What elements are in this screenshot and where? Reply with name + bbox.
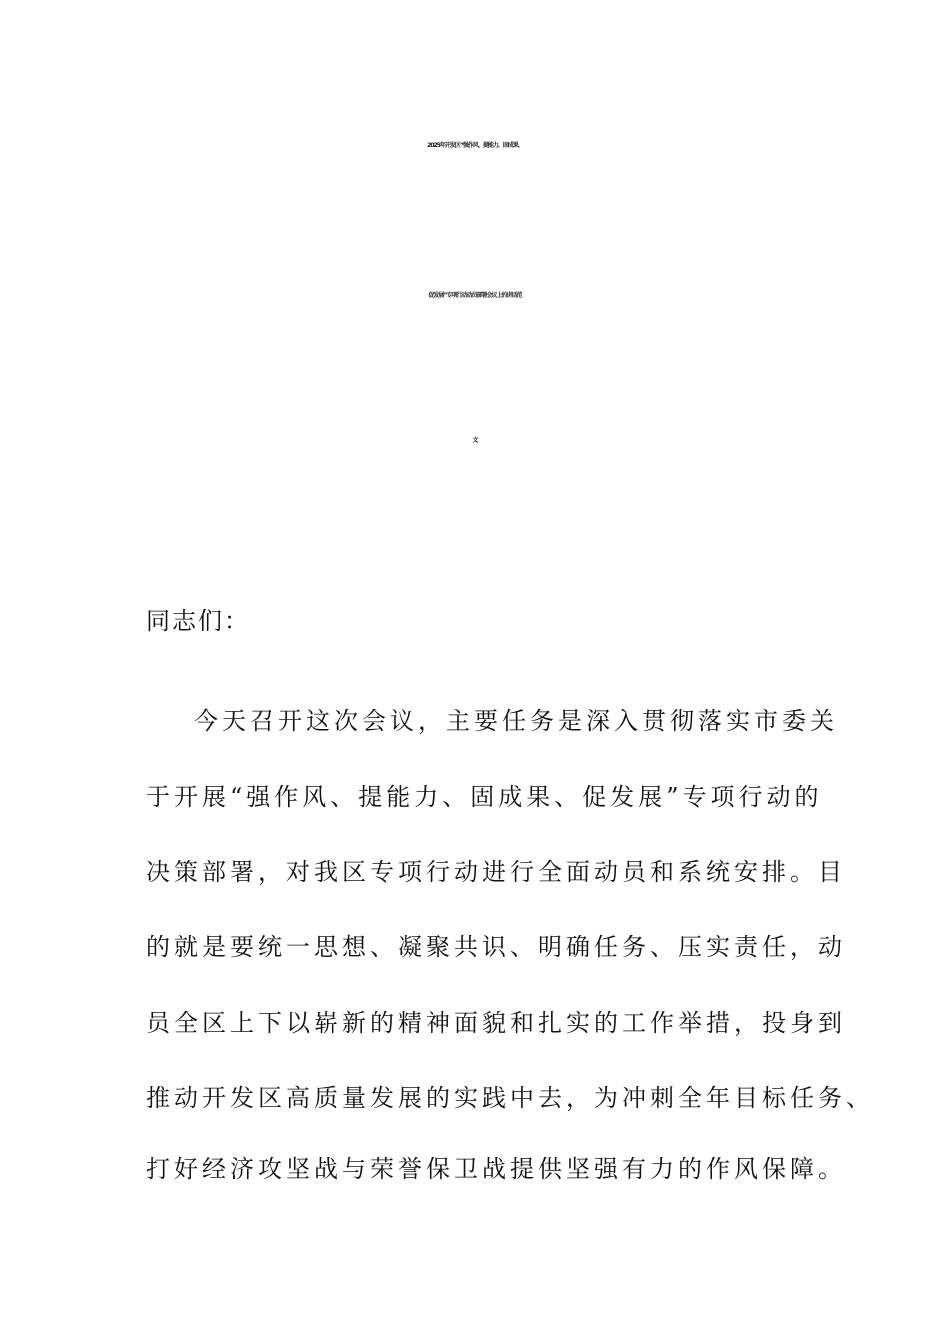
paragraph-line-5: 员全区上下以崭新的精神面貌和扎实的工作举措，投身到 (146, 1009, 846, 1037)
paragraph-line-6: 推动开发区高质量发展的实践中去，为冲刺全年目标任务、 (146, 1084, 874, 1112)
title-line-3: 文 (472, 437, 478, 444)
paragraph-line-4: 的就是要统一思想、凝聚共识、明确任务、压实责任，动 (146, 933, 846, 961)
paragraph-line-2: 于开展“强作风、提能力、固成果、促发展”专项行动的 (146, 783, 823, 811)
title-line-1: 2025年开发区“强作风、提能力、固成果、 (427, 142, 523, 149)
paragraph-line-3: 决策部署，对我区专项行动进行全面动员和系统安排。目 (146, 858, 846, 886)
salutation: 同志们： (146, 607, 250, 635)
title-line-2: 促发展”专项行动动员部署会议上的讲话范 (428, 292, 522, 299)
paragraph-line-7: 打好经济攻坚战与荣誉保卫战提供坚强有力的作风保障。 (146, 1155, 846, 1183)
paragraph-line-1: 今天召开这次会议，主要任务是深入贯彻落实市委关 (194, 707, 838, 735)
